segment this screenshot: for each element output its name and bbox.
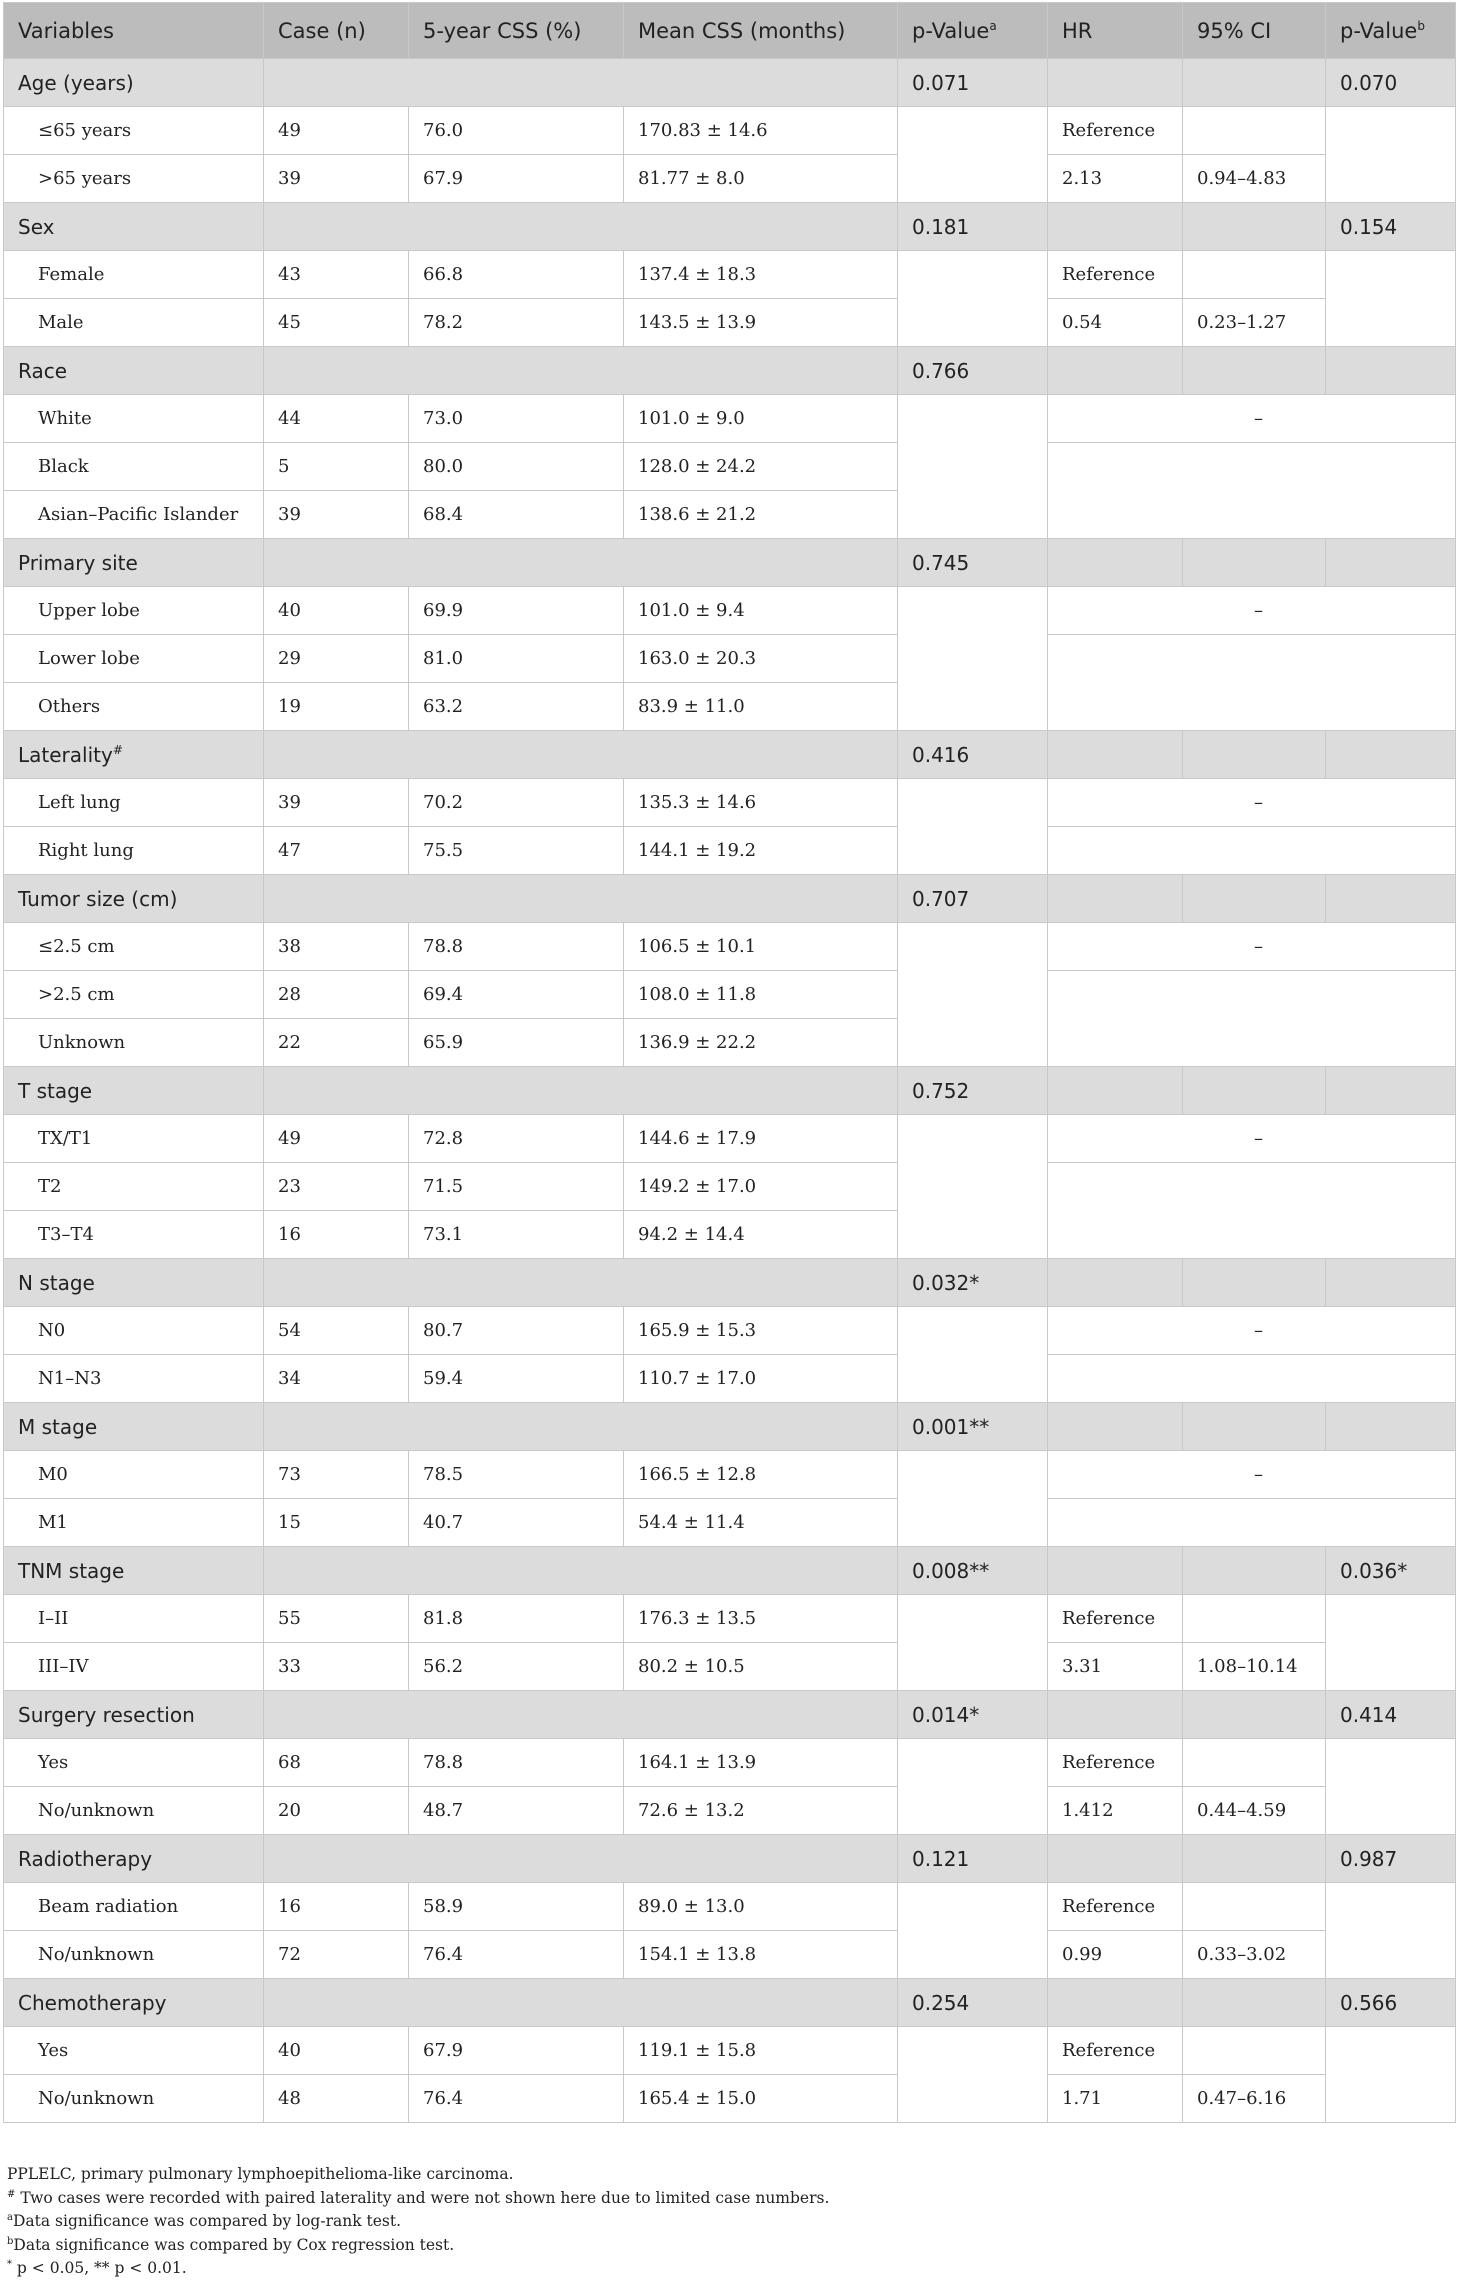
five-year-css: 75.5 [409,827,624,875]
category-name: Race [18,358,68,383]
table-row [4,1499,1456,1547]
row-label: N1–N3 [4,1355,264,1403]
five-year-css: 78.8 [409,923,624,971]
confidence-interval: 0.94–4.83 [1183,155,1326,203]
table-row [4,1883,1456,1931]
five-year-css: 66.8 [409,251,624,299]
five-year-css: 76.0 [409,107,624,155]
category-row [4,203,1456,251]
case-count: 39 [264,779,409,827]
mean-css: 176.3 ± 13.5 [624,1595,898,1643]
category-label [4,203,264,251]
category-name: Sex [18,214,55,239]
header-5yr-css: 5-year CSS (%) [409,3,624,59]
header-row [4,3,1456,59]
header-case-n: Case (n) [264,3,409,59]
category-row [4,1835,1456,1883]
case-count: 47 [264,827,409,875]
row-label: Female [4,251,264,299]
category-name: Primary site [18,550,138,575]
mean-css: 101.0 ± 9.0 [624,395,898,443]
row-label: White [4,395,264,443]
table-row [4,1643,1456,1691]
table-row [4,923,1456,971]
table-row [4,2075,1456,2123]
table-row [4,1931,1456,1979]
case-count: 33 [264,1643,409,1691]
mean-css: 149.2 ± 17.0 [624,1163,898,1211]
confidence-interval [1183,1883,1326,1931]
table-row [4,107,1456,155]
hazard-ratio: Reference [1048,1739,1183,1787]
mean-css: 165.4 ± 15.0 [624,2075,898,2123]
category-name: Surgery resection [18,1702,195,1727]
case-count: 68 [264,1739,409,1787]
case-count: 28 [264,971,409,1019]
hazard-ratio: 1.71 [1048,2075,1183,2123]
row-label: T2 [4,1163,264,1211]
five-year-css: 80.0 [409,443,624,491]
case-count: 48 [264,2075,409,2123]
mean-css: 164.1 ± 13.9 [624,1739,898,1787]
case-count: 72 [264,1931,409,1979]
category-row [4,1979,1456,2027]
five-year-css: 58.9 [409,1883,624,1931]
table-row [4,155,1456,203]
table-row [4,251,1456,299]
five-year-css: 71.5 [409,1163,624,1211]
five-year-css: 65.9 [409,1019,624,1067]
confidence-interval [1183,1739,1326,1787]
category-label [4,59,264,107]
cox-pvalue: 0.154 [1326,203,1456,251]
confidence-interval: 0.44–4.59 [1183,1787,1326,1835]
mean-css: 143.5 ± 13.9 [624,299,898,347]
logrank-pvalue: 0.014* [898,1691,1048,1739]
mean-css: 83.9 ± 11.0 [624,683,898,731]
category-name: Age (years) [18,70,134,95]
row-label: >65 years [4,155,264,203]
five-year-css: 78.8 [409,1739,624,1787]
mean-css: 165.9 ± 15.3 [624,1307,898,1355]
logrank-pvalue: 0.032* [898,1259,1048,1307]
mean-css: 89.0 ± 13.0 [624,1883,898,1931]
case-count: 16 [264,1883,409,1931]
case-count: 45 [264,299,409,347]
confidence-interval [1183,1595,1326,1643]
hazard-ratio: Reference [1048,107,1183,155]
hazard-ratio: Reference [1048,251,1183,299]
mean-css: 166.5 ± 12.8 [624,1451,898,1499]
five-year-css: 40.7 [409,1499,624,1547]
category-label [4,539,264,587]
table-row [4,299,1456,347]
hazard-ratio: Reference [1048,1595,1183,1643]
category-label [4,1691,264,1739]
mean-css: 110.7 ± 17.0 [624,1355,898,1403]
category-label [4,1403,264,1451]
mean-css: 106.5 ± 10.1 [624,923,898,971]
category-label [4,1259,264,1307]
five-year-css: 81.8 [409,1595,624,1643]
case-count: 40 [264,587,409,635]
category-footnote-mark: # [112,742,123,757]
table-row [4,779,1456,827]
mean-css: 81.77 ± 8.0 [624,155,898,203]
confidence-interval: 0.33–3.02 [1183,1931,1326,1979]
category-row [4,875,1456,923]
case-count: 55 [264,1595,409,1643]
table-row [4,2027,1456,2075]
five-year-css: 80.7 [409,1307,624,1355]
category-row [4,731,1456,779]
mean-css: 137.4 ± 18.3 [624,251,898,299]
footnote-abbreviation: PPLELC, primary pulmonary lymphoepithelioma-like carcinoma. [7,2165,514,2183]
header-95ci: 95% CI [1183,3,1326,59]
five-year-css: 69.4 [409,971,624,1019]
row-label: I–II [4,1595,264,1643]
hazard-ratio: Reference [1048,1883,1183,1931]
header-mean-css: Mean CSS (months) [624,3,898,59]
row-label: TX/T1 [4,1115,264,1163]
footnote-b: $^b$Data significance was compared by Cox regression test. [7,2235,455,2254]
category-label [4,1547,264,1595]
case-count: 34 [264,1355,409,1403]
table-row [4,1115,1456,1163]
case-count: 39 [264,155,409,203]
row-label: No/unknown [4,1931,264,1979]
header-variables: Variables [4,3,264,59]
category-name: Laterality [18,742,113,767]
mean-css: 108.0 ± 11.8 [624,971,898,1019]
hazard-ratio: 2.13 [1048,155,1183,203]
five-year-css: 63.2 [409,683,624,731]
row-label: ≤65 years [4,107,264,155]
row-label: ≤2.5 cm [4,923,264,971]
cox-pvalue: 0.036* [1326,1547,1456,1595]
mean-css: 170.83 ± 14.6 [624,107,898,155]
logrank-pvalue: 0.745 [898,539,1048,587]
footnote-a: $^a$Data significance was compared by log-rank test. [7,2212,402,2230]
cox-pvalue: 0.414 [1326,1691,1456,1739]
confidence-interval: 1.08–10.14 [1183,1643,1326,1691]
mean-css: 128.0 ± 24.2 [624,443,898,491]
mean-css: 54.4 ± 11.4 [624,1499,898,1547]
table-row [4,635,1456,683]
case-count: 39 [264,491,409,539]
table-row [4,971,1456,1019]
row-label: Asian–Pacific Islander [4,491,264,539]
category-name: Tumor size (cm) [18,886,178,911]
category-row [4,347,1456,395]
row-label: No/unknown [4,2075,264,2123]
category-label [4,731,264,779]
five-year-css: 59.4 [409,1355,624,1403]
category-row [4,1403,1456,1451]
confidence-interval [1183,107,1326,155]
row-label: No/unknown [4,1787,264,1835]
category-name: Radiotherapy [18,1846,153,1871]
hazard-ratio: 0.54 [1048,299,1183,347]
not-applicable-dash: – [1048,395,1456,443]
table-row [4,395,1456,443]
five-year-css: 76.4 [409,1931,624,1979]
logrank-pvalue: 0.001** [898,1403,1048,1451]
five-year-css: 72.8 [409,1115,624,1163]
case-count: 49 [264,1115,409,1163]
cox-pvalue: 0.566 [1326,1979,1456,2027]
table-row [4,1595,1456,1643]
category-name: M stage [18,1414,98,1439]
five-year-css: 76.4 [409,2075,624,2123]
row-label: Unknown [4,1019,264,1067]
row-label: M1 [4,1499,264,1547]
row-label: >2.5 cm [4,971,264,1019]
category-label [4,347,264,395]
category-row [4,539,1456,587]
category-name: N stage [18,1270,95,1295]
category-name: TNM stage [18,1558,125,1583]
hazard-ratio: 0.99 [1048,1931,1183,1979]
category-row [4,1067,1456,1115]
confidence-interval [1183,2027,1326,2075]
category-row [4,1259,1456,1307]
row-label: III–IV [4,1643,264,1691]
category-row [4,1547,1456,1595]
five-year-css: 69.9 [409,587,624,635]
mean-css: 144.1 ± 19.2 [624,827,898,875]
footnote-significance: * p < 0.05, ** p < 0.01. [7,2259,187,2277]
mean-css: 80.2 ± 10.5 [624,1643,898,1691]
mean-css: 144.6 ± 17.9 [624,1115,898,1163]
case-count: 43 [264,251,409,299]
case-count: 22 [264,1019,409,1067]
category-label [4,1835,264,1883]
confidence-interval: 0.47–6.16 [1183,2075,1326,2123]
header-pvalue-b: p-Value$^b$ [1326,3,1456,59]
category-label [4,1067,264,1115]
footnotes [7,2163,829,2281]
row-label: M0 [4,1451,264,1499]
logrank-pvalue: 0.071 [898,59,1048,107]
logrank-pvalue: 0.707 [898,875,1048,923]
header-hr: HR [1048,3,1183,59]
cox-pvalue: 0.987 [1326,1835,1456,1883]
mean-css: 119.1 ± 15.8 [624,2027,898,2075]
mean-css: 136.9 ± 22.2 [624,1019,898,1067]
footnote-laterality: # Two cases were recorded with paired laterality and were not shown here due to limited case numbers. [7,2188,830,2207]
case-count: 29 [264,635,409,683]
table-row [4,443,1456,491]
logrank-pvalue: 0.008** [898,1547,1048,1595]
logrank-pvalue: 0.416 [898,731,1048,779]
cox-pvalue: 0.070 [1326,59,1456,107]
survival-table [3,2,1456,2123]
five-year-css: 78.5 [409,1451,624,1499]
mean-css: 72.6 ± 13.2 [624,1787,898,1835]
logrank-pvalue: 0.254 [898,1979,1048,2027]
table-row [4,827,1456,875]
not-applicable-dash: – [1048,923,1456,971]
row-label: Upper lobe [4,587,264,635]
five-year-css: 81.0 [409,635,624,683]
case-count: 15 [264,1499,409,1547]
mean-css: 101.0 ± 9.4 [624,587,898,635]
five-year-css: 67.9 [409,2027,624,2075]
row-label: Yes [4,1739,264,1787]
category-label [4,875,264,923]
category-row [4,1691,1456,1739]
five-year-css: 56.2 [409,1643,624,1691]
confidence-interval [1183,251,1326,299]
confidence-interval: 0.23–1.27 [1183,299,1326,347]
case-count: 40 [264,2027,409,2075]
logrank-pvalue: 0.752 [898,1067,1048,1115]
case-count: 23 [264,1163,409,1211]
category-name: T stage [18,1078,93,1103]
mean-css: 154.1 ± 13.8 [624,1931,898,1979]
row-label: Male [4,299,264,347]
case-count: 16 [264,1211,409,1259]
hazard-ratio: Reference [1048,2027,1183,2075]
not-applicable-dash: – [1048,587,1456,635]
case-count: 49 [264,107,409,155]
table-row [4,587,1456,635]
logrank-pvalue: 0.121 [898,1835,1048,1883]
row-label: Black [4,443,264,491]
case-count: 54 [264,1307,409,1355]
not-applicable-dash: – [1048,1115,1456,1163]
table-row [4,1163,1456,1211]
case-count: 5 [264,443,409,491]
mean-css: 163.0 ± 20.3 [624,635,898,683]
not-applicable-dash: – [1048,1307,1456,1355]
case-count: 38 [264,923,409,971]
five-year-css: 48.7 [409,1787,624,1835]
row-label: Left lung [4,779,264,827]
logrank-pvalue: 0.766 [898,347,1048,395]
case-count: 20 [264,1787,409,1835]
five-year-css: 73.1 [409,1211,624,1259]
case-count: 19 [264,683,409,731]
header-pvalue-a: p-Value$^a$ [898,3,1048,59]
case-count: 73 [264,1451,409,1499]
table-row [4,1355,1456,1403]
not-applicable-dash: – [1048,779,1456,827]
row-label: Yes [4,2027,264,2075]
row-label: Beam radiation [4,1883,264,1931]
not-applicable-dash: – [1048,1451,1456,1499]
row-label: Lower lobe [4,635,264,683]
five-year-css: 67.9 [409,155,624,203]
table-body [4,59,1456,2123]
five-year-css: 70.2 [409,779,624,827]
five-year-css: 73.0 [409,395,624,443]
category-row [4,59,1456,107]
row-label: N0 [4,1307,264,1355]
category-label [4,1979,264,2027]
row-label: Others [4,683,264,731]
table-row [4,1739,1456,1787]
table-row [4,1787,1456,1835]
table-row [4,1451,1456,1499]
mean-css: 94.2 ± 14.4 [624,1211,898,1259]
row-label: T3–T4 [4,1211,264,1259]
mean-css: 138.6 ± 21.2 [624,491,898,539]
hazard-ratio: 1.412 [1048,1787,1183,1835]
five-year-css: 68.4 [409,491,624,539]
table-row [4,1307,1456,1355]
five-year-css: 78.2 [409,299,624,347]
category-name: Chemotherapy [18,1990,167,2015]
hazard-ratio: 3.31 [1048,1643,1183,1691]
case-count: 44 [264,395,409,443]
mean-css: 135.3 ± 14.6 [624,779,898,827]
row-label: Right lung [4,827,264,875]
logrank-pvalue: 0.181 [898,203,1048,251]
